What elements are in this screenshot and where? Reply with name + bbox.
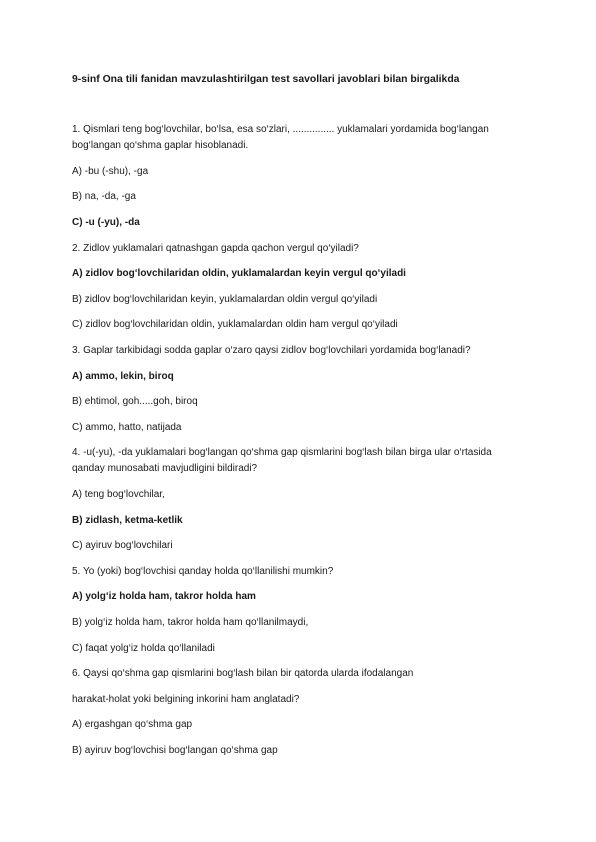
answer-5c: C) faqat yolg‘iz holda qo‘llaniladi: [72, 642, 215, 654]
question-3: 3. Gaplar tarkibidagi sodda gaplar o‘zaro qaysi zidlov bog‘lovchilari yordamida bog‘lanadi?: [72, 344, 471, 356]
answer-3c: C) ammo, hatto, natijada: [72, 421, 182, 433]
answer-2a-correct: A) zidlov bog‘lovchilaridan oldin, yuklamalardan keyin vergul qo‘yiladi: [72, 268, 406, 280]
question-5: 5. Yo (yoki) bog‘lovchisi qanday holda qo‘llanilishi mumkin?: [72, 565, 334, 577]
question-4: 4. -u(-yu), -da yuklamalari bog‘langan qo‘shma gap qismlarini bog‘lash bilan birga ular o‘rtasida qanday munosabati mavjudligini bildiradi?: [72, 447, 492, 474]
answer-4c: C) ayiruv bog‘lovchilari: [72, 540, 173, 552]
question-1: 1. Qismlari teng bog‘lovchilar, bo‘lsa, esa so‘zlari, ............... yuklamalari yordamida bog‘langan bog‘langan qo‘shma gaplar hisoblanadi.: [72, 124, 489, 151]
document-title: 9-sinf Ona tili fanidan mavzulashtirilgan test savollari javoblari bilan birgalikda: [72, 74, 460, 85]
answer-1c-correct: C) -u (-yu), -da: [72, 216, 140, 228]
question-6-line-2: harakat-holat yoki belgining inkorini ham anglatadi?: [72, 693, 300, 705]
answer-3b: B) ehtimol, goh.....goh, biroq: [72, 396, 198, 408]
answer-2b: B) zidlov bog‘lovchilaridan keyin, yuklamalardan oldin vergul qo‘yiladi: [72, 293, 378, 305]
answer-5a-correct: A) yolg‘iz holda ham, takror holda ham: [72, 591, 256, 603]
document-body: [72, 122, 527, 769]
answer-2c: C) zidlov bog‘lovchilaridan oldin, yuklamalardan oldin ham vergul qo‘yiladi: [72, 319, 398, 331]
answer-6a: A) ergashgan qo‘shma gap: [72, 719, 193, 731]
question-2: 2. Zidlov yuklamalari qatnashgan gapda qachon vergul qo‘yiladi?: [72, 242, 359, 254]
answer-1b: B) na, -da, -ga: [72, 191, 136, 203]
answer-4a: A) teng bog‘lovchilar,: [72, 489, 165, 501]
answer-5b: B) yolg‘iz holda ham, takror holda ham qo‘llanilmaydi,: [72, 617, 309, 629]
answer-6b: B) ayiruv bog‘lovchisi bog‘langan qo‘shma gap: [72, 745, 278, 757]
question-6-line-1: 6. Qaysi qo‘shma gap qismlarini bog‘lash bilan bir qatorda ularda ifodalangan: [72, 668, 414, 680]
answer-3a-correct: A) ammo, lekin, biroq: [72, 370, 174, 382]
answer-4b-correct: B) zidlash, ketma-ketlik: [72, 514, 183, 526]
answer-1a: A) -bu (-shu), -ga: [72, 165, 149, 177]
